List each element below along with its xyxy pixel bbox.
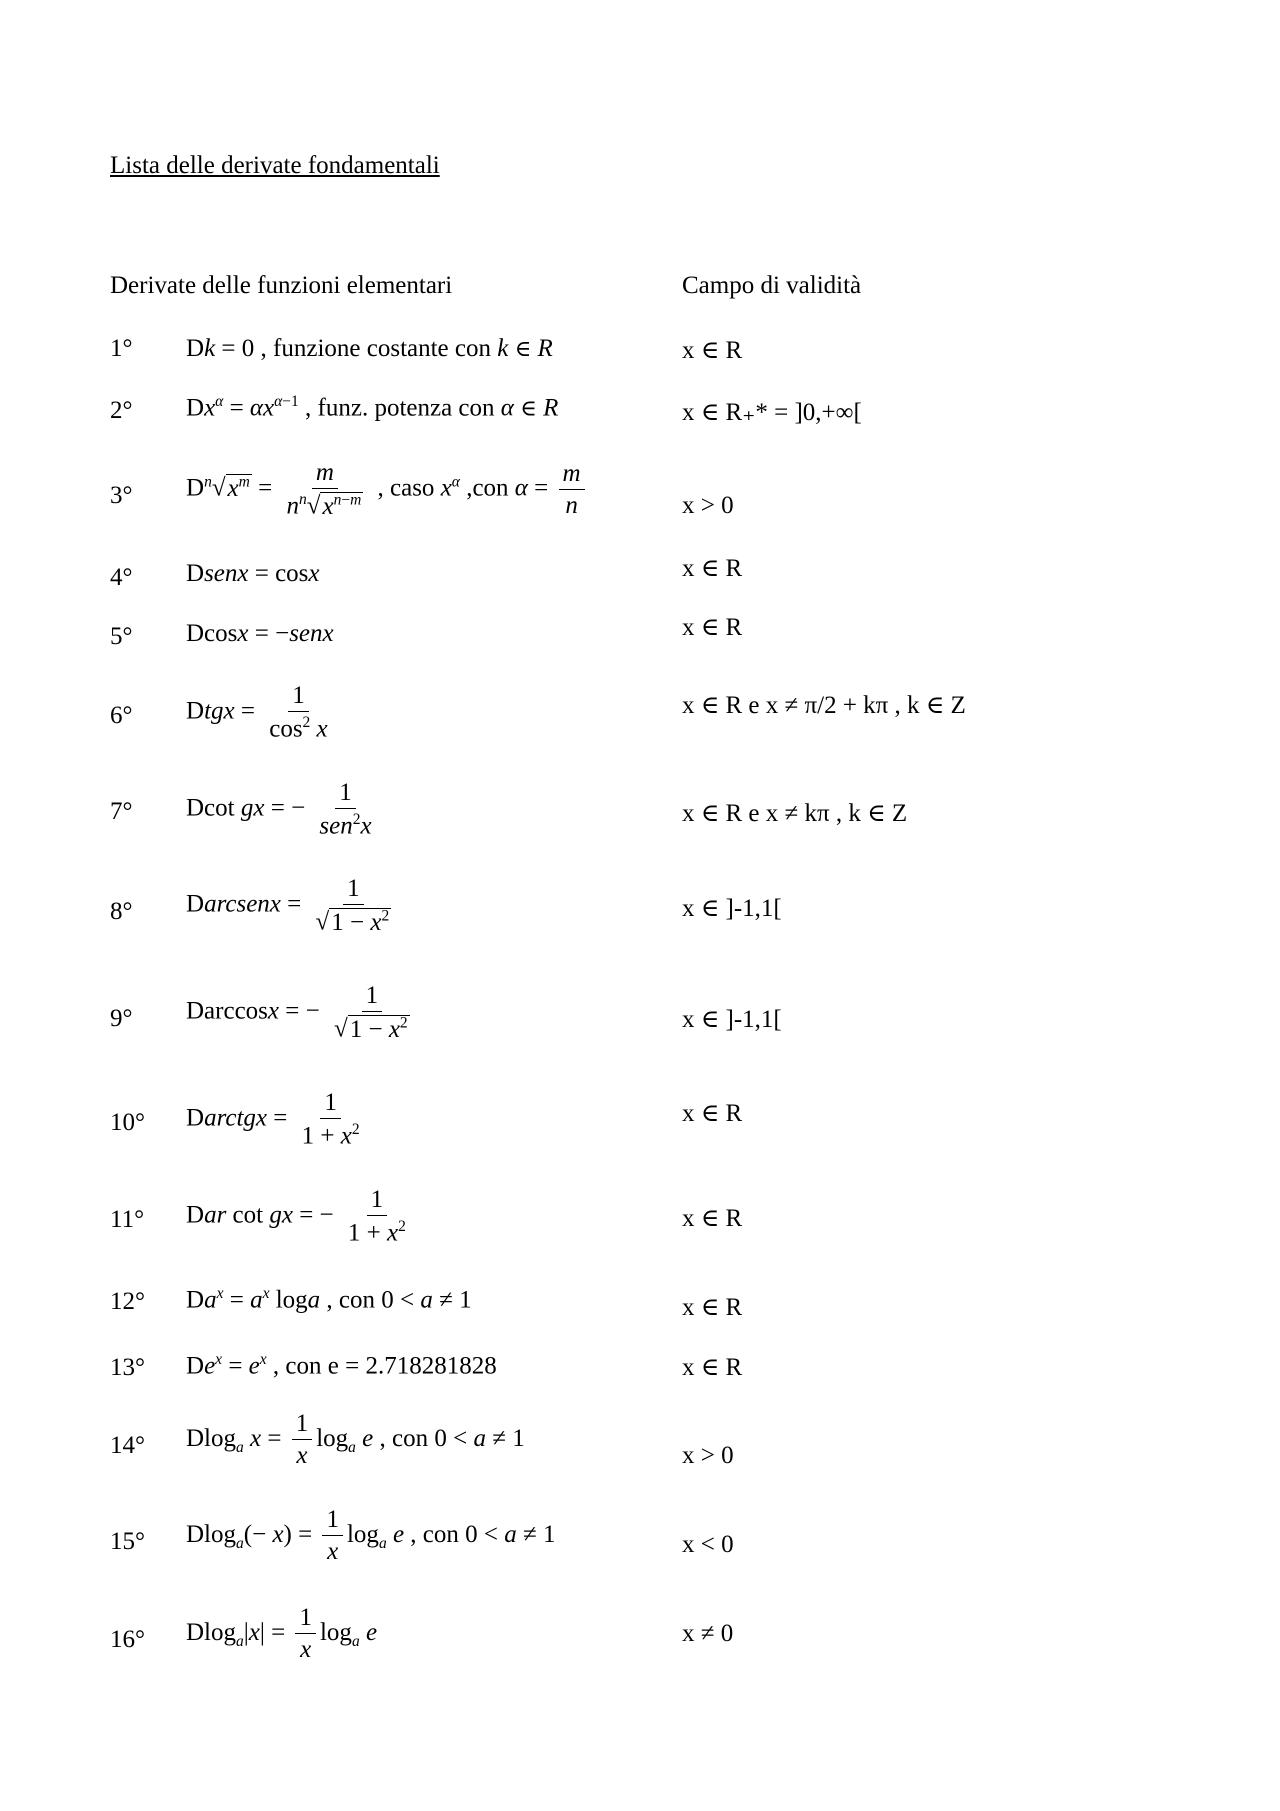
validity-11: x ∈ R (682, 1205, 743, 1232)
row-number: 2° (110, 397, 133, 424)
row-number: 6° (110, 702, 133, 729)
formula-16: Dlog$_a$|x| = $\frac{1}{x}$ $\log_a e$ (186, 1604, 378, 1664)
row-number: 14° (110, 1432, 145, 1459)
header-derivatives: Derivate delle funzioni elementari (110, 272, 453, 299)
formula-note: , con (379, 1424, 429, 1452)
formula-note: , funzione costante con (260, 335, 491, 362)
validity-16: x ≠ 0 (682, 1620, 734, 1647)
formula-7: Dcot gx = − $\frac{1}{sen^2x}$ (186, 779, 372, 840)
formula-note: , funz. potenza con (305, 394, 495, 422)
row-number: 16° (110, 1626, 145, 1653)
row-number: 7° (110, 798, 133, 825)
formula-12: $Da^x = a^x$ loga , con 0 < a ≠ 1 (186, 1285, 472, 1314)
formula-15: Dlog$_a$(− x) = $\frac{1}{x}$ $\log_a e$ , con 0 < a ≠ 1 (186, 1506, 556, 1566)
formula-note: , con (272, 1352, 322, 1380)
formula-note: , caso (377, 474, 435, 502)
row-number: 11° (110, 1206, 145, 1233)
validity-4: x ∈ R (682, 555, 743, 582)
validity-13: x ∈ R (682, 1354, 743, 1381)
row-number: 3° (110, 482, 133, 509)
formula-3: $D^n√x^m$ = $\frac{m}{n^n√x^{n-m}}$ , caso $x^\alpha$ ,con α = $\frac{m}{n}$ (186, 460, 589, 520)
formula-2: $Dx^\alpha = \alpha x^{\alpha-1}$ , funz. potenza con α ∈ R (186, 393, 559, 422)
formula-13: $De^x = e^x$ , con e = 2.718281828 (186, 1351, 497, 1380)
formula-10: Darctgx = $\frac{1}{1 + x^2}$ (186, 1089, 360, 1150)
formula-8: Darcsenx = $\frac{1}{√1 - x^2}$ (186, 875, 390, 936)
row-number: 10° (110, 1109, 145, 1136)
formula-4: Dsenx = cosx (186, 560, 320, 587)
validity-5: x ∈ R (682, 614, 743, 641)
validity-15: x < 0 (682, 1531, 734, 1558)
page-title: Lista delle derivate fondamentali (110, 152, 440, 179)
validity-2: x ∈ R₊* = ]0,+∞[ (682, 399, 862, 426)
validity-9: x ∈ ]-1,1[ (682, 1006, 782, 1033)
validity-3: x > 0 (682, 492, 734, 519)
formula-11: Dar cot gx = − $\frac{1}{1 + x^2}$ (186, 1186, 406, 1247)
row-number: 4° (110, 564, 133, 591)
formula-1: Dk = 0 , funzione costante con k ∈ R (186, 335, 553, 362)
formula-note: , con (326, 1286, 376, 1314)
formula-note: , con (410, 1520, 459, 1548)
header-validity: Campo di validità (682, 272, 862, 299)
validity-1: x ∈ R (682, 337, 743, 364)
row-number: 15° (110, 1528, 145, 1555)
constant-e: e = 2.718281828 (327, 1352, 497, 1380)
row-number: 12° (110, 1288, 145, 1315)
validity-12: x ∈ R (682, 1294, 743, 1321)
row-number: 1° (110, 335, 133, 362)
formula-9: Darccosx = − $\frac{1}{√1 - x^2}$ (186, 982, 408, 1043)
row-number: 5° (110, 623, 133, 650)
row-number: 13° (110, 1354, 145, 1381)
row-number: 9° (110, 1005, 133, 1032)
validity-10: x ∈ R (682, 1100, 743, 1127)
validity-7: x ∈ R e x ≠ kπ , k ∈ Z (682, 800, 908, 827)
validity-14: x > 0 (682, 1442, 734, 1469)
formula-14: Dlog$_a$ x = $\frac{1}{x}$ $\log_a e$ , con 0 < a ≠ 1 (186, 1410, 525, 1470)
formula-5: Dcosx = −senx (186, 620, 334, 647)
row-number: 8° (110, 898, 133, 925)
validity-6: x ∈ R e x ≠ π/2 + kπ , k ∈ Z (682, 692, 966, 719)
validity-8: x ∈ ]-1,1[ (682, 895, 782, 922)
formula-6: Dtgx = $\frac{1}{\cos^2 x}$ (186, 682, 328, 743)
